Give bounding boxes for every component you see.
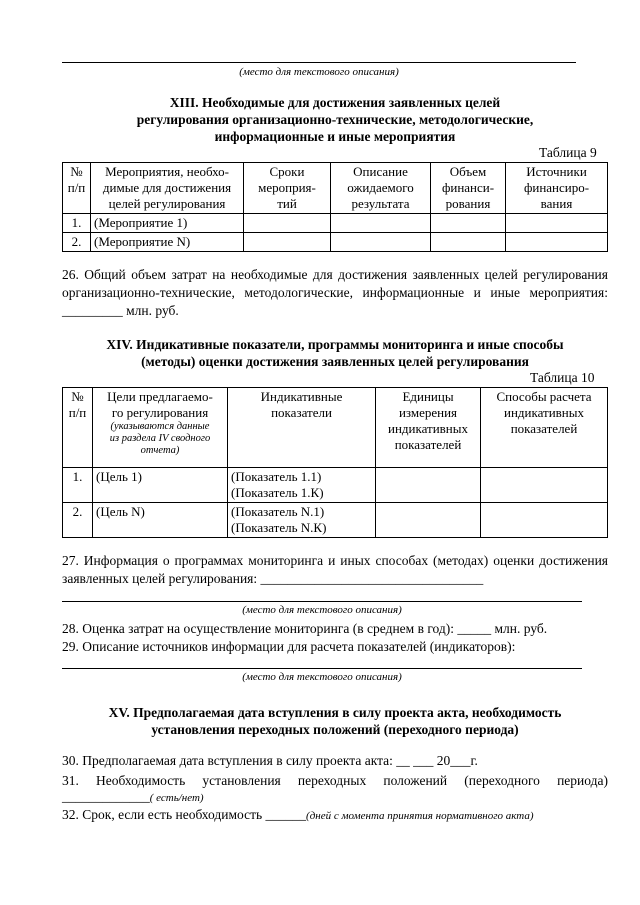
t10-row-goal: (Цель N) <box>93 503 228 538</box>
t10-row-indicators: (Показатель 1.1) (Показатель 1.К) <box>228 468 376 503</box>
t9-header-volume: Объем финанси- рования <box>431 163 506 214</box>
t9-row-activity: (Мероприятие 1) <box>91 214 244 233</box>
p27-text-line <box>62 601 582 602</box>
table-9-label: Таблица 9 <box>539 145 597 160</box>
top-text-line <box>62 62 576 63</box>
top-caption: (место для текстового описания) <box>239 66 399 78</box>
p29-caption: (место для текстового описания) <box>242 671 402 683</box>
table-9 <box>62 162 608 252</box>
paragraph-26: 26. Общий объем затрат на необходимые для достижения заявленных целей регулирования организационно-технические, методологические, информационные и иные мероприятия: _________ млн. руб. <box>62 267 608 318</box>
t10-header-goals: Цели предлагаемо- го регулирования (указываются данные из раздела IV сводного отчета) <box>93 388 228 468</box>
t10-header-units: Единицы измерения индикативных показателей <box>376 388 481 468</box>
t9-header-terms: Сроки мероприя- тий <box>244 163 331 214</box>
paragraph-31-answer: _____________( есть/нет) <box>62 789 204 804</box>
table-10-header-row <box>63 388 608 468</box>
table-row <box>63 214 608 233</box>
section-13-title: XIII. Необходимые для достижения заявленных целей регулирования организационно-технические, методологические, информационные и иные мероприятия <box>136 95 534 144</box>
table-row <box>63 233 608 252</box>
paragraph-32: 32. Срок, если есть необходимость ______(дней с момента принятия нормативного акта) <box>62 807 534 822</box>
paragraph-30: 30. Предполагаемая дата вступления в силу проекта акта: __ ___ 20___г. <box>62 753 478 768</box>
t9-header-num: № п/п <box>63 163 91 214</box>
t10-row-num: 2. <box>63 503 93 538</box>
paragraph-31: 31. Необходимость установления переходных положений (переходного периода) <box>62 773 608 788</box>
t9-row-num: 2. <box>63 233 91 252</box>
p27-caption: (место для текстового описания) <box>242 604 402 616</box>
t10-row-indicators: (Показатель N.1) (Показатель N.К) <box>228 503 376 538</box>
t9-row-activity: (Мероприятие N) <box>91 233 244 252</box>
paragraph-29: 29. Описание источников информации для расчета показателей (индикаторов): <box>62 639 516 654</box>
table-10-label: Таблица 10 <box>530 370 595 385</box>
t9-header-description: Описание ожидаемого результата <box>331 163 431 214</box>
table-row <box>63 503 608 538</box>
t10-row-num: 1. <box>63 468 93 503</box>
paragraph-28: 28. Оценка затрат на осуществление мониторинга (в среднем в год): _____ млн. руб. <box>62 621 548 636</box>
t10-header-num: № п/п <box>63 388 93 468</box>
paragraph-27: 27. Информация о программах мониторинга и иных способах (методах) оценки достижения заявленных целей регулирования: _________________________________ <box>62 553 608 586</box>
section-14-title: XIV. Индикативные показатели, программы мониторинга и иные способы (методы) оценки достижения заявленных целей регулирования <box>106 337 564 369</box>
t10-header-indicators: Индикативные показатели <box>228 388 376 468</box>
table-9-header-row <box>63 163 608 214</box>
t9-header-sources: Источники финансиро- вания <box>506 163 608 214</box>
p29-text-line <box>62 668 582 669</box>
table-row <box>63 468 608 503</box>
section-15-title: XV. Предполагаемая дата вступления в силу проекта акта, необходимость установления переходных положений (переходного периода) <box>108 705 562 737</box>
t10-header-methods: Способы расчета индикативных показателей <box>481 388 608 468</box>
t9-row-num: 1. <box>63 214 91 233</box>
t9-header-activity: Мероприятия, необхо- димые для достижения целей регулирования <box>91 163 244 214</box>
table-10 <box>62 387 608 538</box>
t10-row-goal: (Цель 1) <box>93 468 228 503</box>
t10-header-goals-note: (указываются данные из раздела IV сводного отчета) <box>109 421 211 456</box>
